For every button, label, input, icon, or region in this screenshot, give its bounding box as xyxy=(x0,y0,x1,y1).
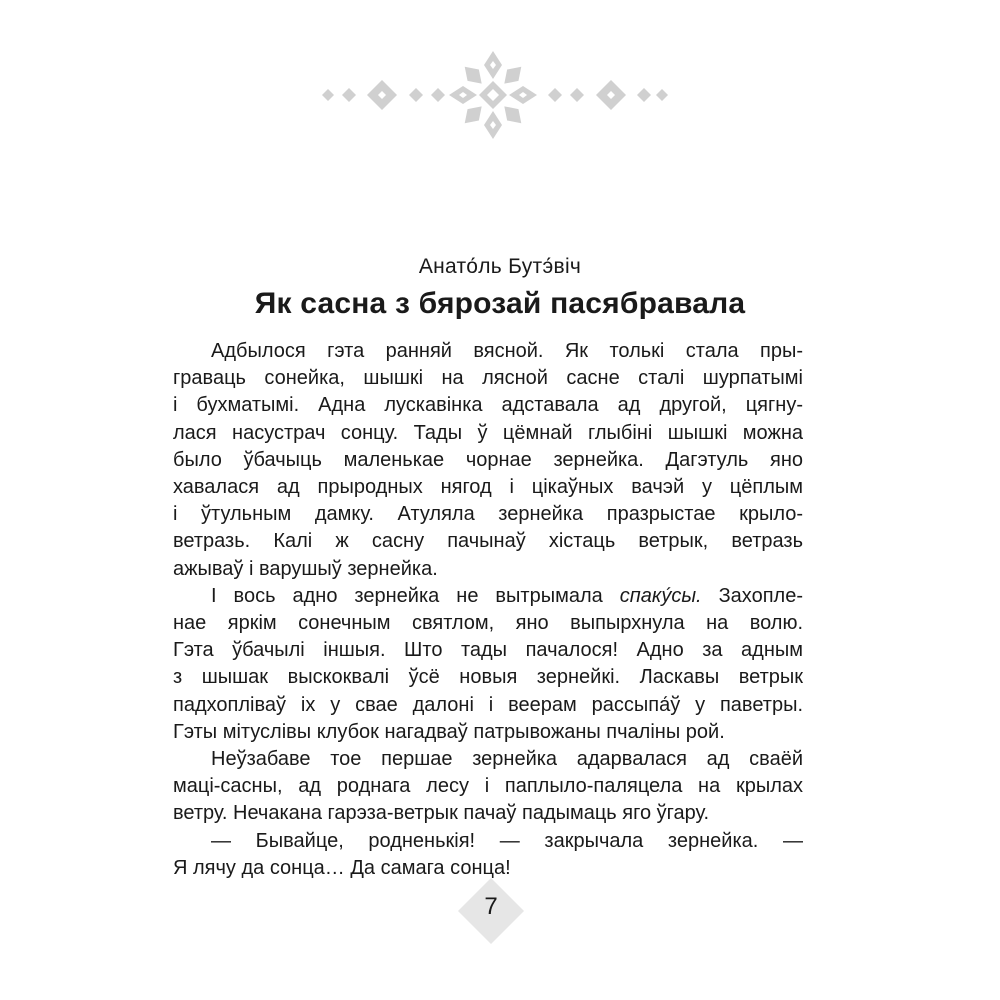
text-line xyxy=(173,746,803,773)
text-line-content: лася насустрач сонцу. Тады ў цёмнай глыбіні шышкі можна xyxy=(173,421,803,444)
text-line xyxy=(173,828,803,855)
text-line xyxy=(173,610,803,637)
text-line xyxy=(173,692,803,719)
decorative-ornament xyxy=(0,48,1000,148)
story-text xyxy=(173,338,803,882)
text-line-content: падхопліваў іх у свае далоні і веерам рассыпа́ў у паветры. xyxy=(173,693,803,716)
text-line xyxy=(173,556,803,583)
text-line-content: маці-сасны, ад роднага лесу і паплыло-паляцела на крылах xyxy=(173,775,803,798)
text-line xyxy=(173,773,803,800)
text-line-content: І вось адно зернейка не вытрымала xyxy=(211,584,620,607)
text-line-content: Неўзабаве тое першае зернейка адарвалася ад сваёй xyxy=(211,748,803,771)
snowflake-icon xyxy=(436,48,549,148)
italic-word: спаку́сы. xyxy=(619,584,702,607)
text-line-content: Адбылося гэта ранняй вясной. Як толькі стала пры- xyxy=(211,340,803,362)
text-line xyxy=(173,447,803,474)
text-line-content: і ўтульным дамку. Атуляла зернейка празрыстае крыло- xyxy=(173,503,803,526)
text-line-content: ветру. Нечакана гарэза-ветрык пачаў падымаць яго ўгару. xyxy=(173,802,710,825)
story-title: Як сасна з бярозай пасябравала xyxy=(254,287,746,320)
text-line xyxy=(173,420,803,447)
text-line-content: Захопле- xyxy=(701,584,803,607)
text-line-content: нае яркім сонечным святлом, яно выпырхнула на волю. xyxy=(173,612,803,635)
text-line xyxy=(173,583,803,610)
text-line xyxy=(173,664,803,691)
author-name: Анато́ль Бутэ́віч xyxy=(418,255,582,278)
text-line xyxy=(173,365,803,392)
text-line-content: граваць сонейка, шышкі на лясной сасне сталі шурпатымі xyxy=(173,367,803,390)
text-line-content: было ўбачыць маленькае чорнае зернейка. Дагэтуль яно xyxy=(173,448,803,471)
text-line-content: Гэты мітуслівы клубок нагадваў патрывожаны пчаліны рой. xyxy=(173,720,725,743)
text-line-content: — Бывайце, родненькія! — закрычала зернейка. — xyxy=(211,829,803,852)
text-line xyxy=(173,474,803,501)
text-line xyxy=(173,392,803,419)
text-line-content: Гэта ўбачылі іншыя. Што тады пачалося! Адно за адным xyxy=(173,639,803,662)
text-line-content: хавалася ад прыродных нягод і цікаўных вачэй у цёплым xyxy=(173,476,803,499)
text-line-content: з шышак выскоквалі ўсё новыя зернейкі. Ласкавы ветрык xyxy=(173,666,803,689)
page-number: 7 xyxy=(484,893,498,920)
text-line xyxy=(173,528,803,555)
text-line xyxy=(173,637,803,664)
text-line xyxy=(173,501,803,528)
text-line-content: ажываў і варушыў зернейка. xyxy=(173,557,438,580)
text-line-content: ветразь. Калі ж сасну пачынаў хістаць ветрык, ветразь xyxy=(173,530,803,553)
text-line xyxy=(173,800,803,827)
text-line-content: і бухматымі. Адна лускавінка адставала ад другой, цягну- xyxy=(173,394,803,417)
text-line-content: Я лячу да сонца… Да самага сонца! xyxy=(173,856,511,879)
text-line xyxy=(173,719,803,746)
text-line xyxy=(173,338,803,365)
